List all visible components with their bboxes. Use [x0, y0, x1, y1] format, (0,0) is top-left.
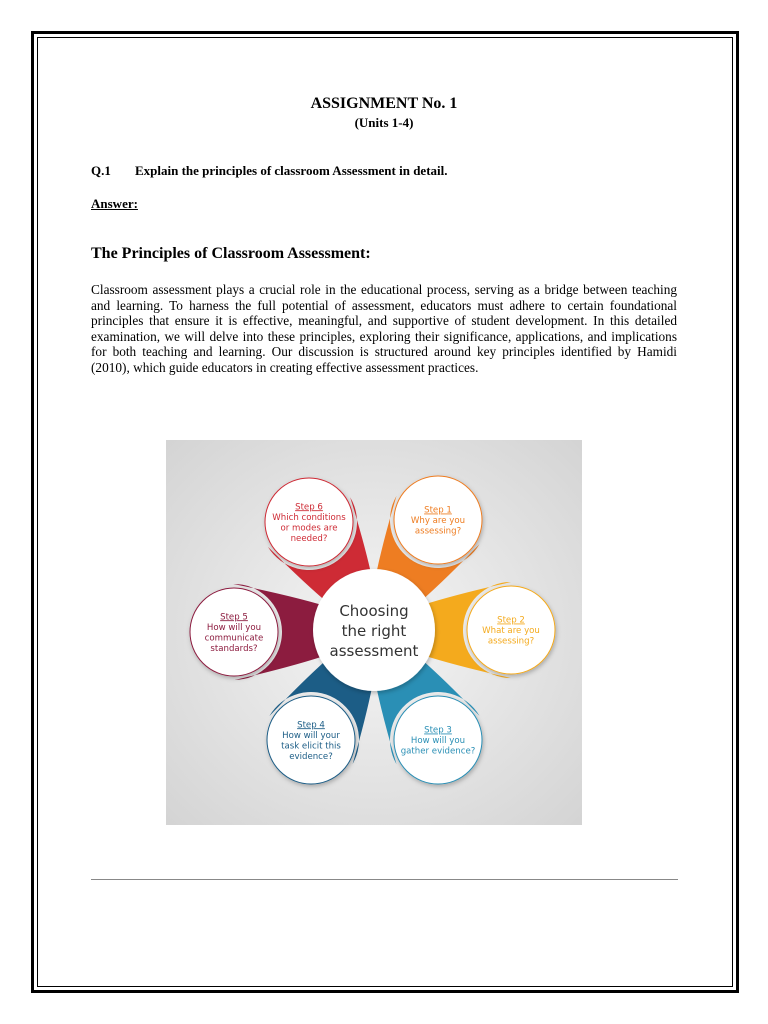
- step-6-bubble: [265, 478, 353, 566]
- step-5-label: Step 5: [220, 612, 248, 623]
- center-label-line: the right: [341, 622, 407, 640]
- step-2-label: Step 2: [497, 615, 525, 626]
- step-1-label: Step 1: [424, 505, 452, 516]
- step-2-question-line: assessing?: [487, 636, 535, 647]
- step-4-question-line: task elicit this: [281, 741, 341, 752]
- horizontal-rule: [91, 879, 678, 880]
- step-1-bubble: [394, 476, 482, 564]
- step-4-question-line: How will your: [282, 730, 340, 741]
- step-5-question-line: communicate: [204, 633, 264, 644]
- step-3-bubble: [394, 696, 482, 784]
- assignment-title: ASSIGNMENT No. 1: [310, 95, 458, 112]
- step-5-bubble: [190, 588, 278, 676]
- step-5-question-line: How will you: [206, 622, 262, 633]
- step-4-bubble: [267, 696, 355, 784]
- step-3-question-line: How will you: [410, 736, 466, 746]
- center-label-line: assessment: [329, 642, 419, 660]
- question-number: Q.1: [91, 163, 111, 178]
- assignment-subtitle: (Units 1-4): [354, 115, 414, 130]
- step-2-bubble: [467, 586, 555, 674]
- answer-label: Answer:: [91, 196, 138, 211]
- assessment-infographic: [166, 440, 582, 825]
- center-label-line: Choosing: [339, 602, 409, 620]
- step-1-question-line: Why are you: [410, 516, 466, 526]
- step-6-question-line: or modes are: [280, 523, 338, 534]
- center-label: [330, 602, 419, 660]
- question-text: Explain the principles of classroom Assessment in detail.: [135, 163, 448, 178]
- step-5-question-line: standards?: [210, 643, 258, 654]
- step-4-question-line: evidence?: [289, 751, 333, 762]
- step-6-label: Step 6: [295, 502, 323, 513]
- step-3-label: Step 3: [424, 725, 452, 736]
- step-3-question-line: gather evidence?: [400, 746, 476, 757]
- step-1-question-line: assessing?: [414, 526, 462, 537]
- step-4-label: Step 4: [297, 720, 325, 731]
- step-6-question-line: Which conditions: [272, 512, 346, 523]
- step-2-question-line: What are you: [482, 626, 540, 636]
- step-6-question-line: needed?: [290, 533, 328, 544]
- section-heading: The Principles of Classroom Assessment:: [91, 245, 371, 262]
- body-paragraph: Classroom assessment plays a crucial role in the educational process, serving as a bridge between teaching and learning. To harness the full potential of assessment, educators must adhere to certain foundational principles that ensure it is effective, meaningful, and supportive of student development. In this detailed examination, we will delve into these principles, exploring their significance, applications, and implications for both teaching and learning. Our discussion is structured around key principles identified by Hamidi (2010), which guide educators in creating effective assessment practices.: [91, 282, 677, 375]
